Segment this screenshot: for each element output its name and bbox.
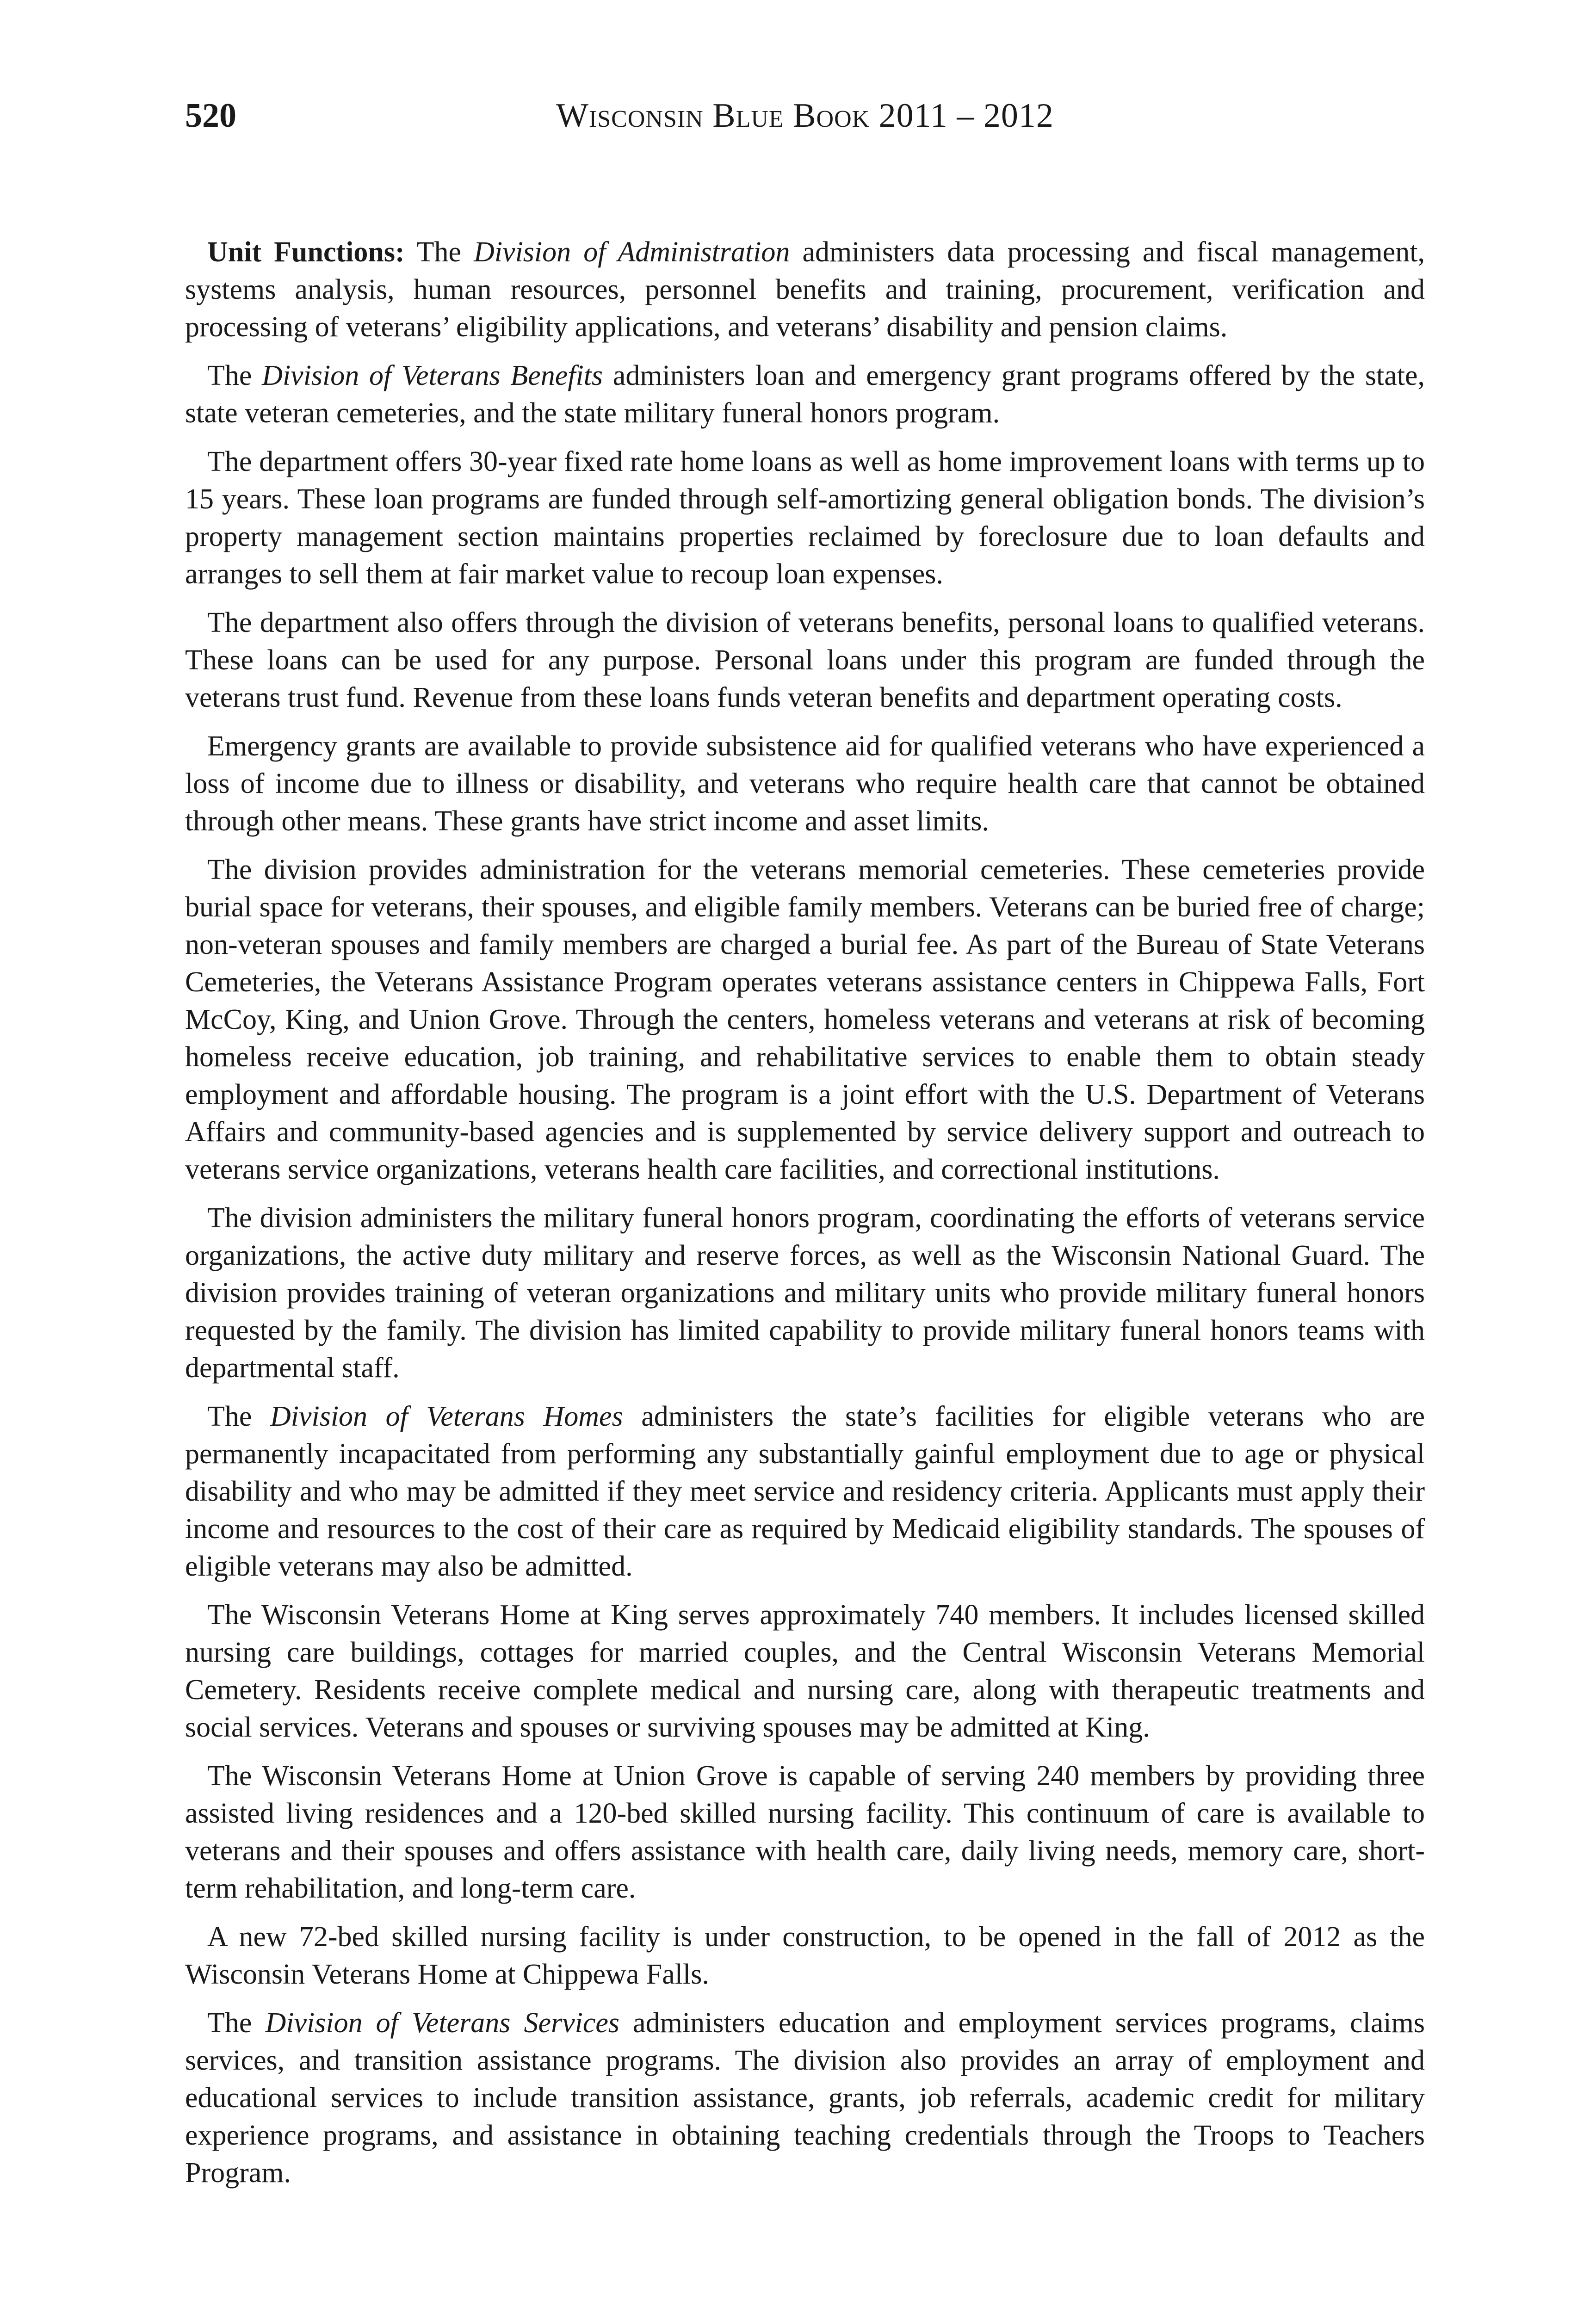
paragraph-emergency-grants: Emergency grants are available to provide subsistence aid for qualified veterans who have experienced a loss of income due to illness or disability, and veterans who require health care that cannot be obtained through other means. These grants have strict income and asset limits.	[185, 730, 1425, 837]
body-text	[185, 234, 1425, 2203]
page-number: 520	[185, 97, 236, 135]
paragraph-home-loans: The department offers 30-year fixed rate home loans as well as home improvement loans with terms up to 15 years. These loan programs are funded through self-amortizing general obligation bonds. The division’s property management section maintains properties reclaimed by foreclosure due to loan defaults and arranges to sell them at fair market value to recoup loan expenses.	[185, 446, 1425, 590]
division-name: Division of Administration	[474, 236, 790, 268]
paragraph-personal-loans: The department also offers through the division of veterans benefits, personal loans to qualified veterans. These loans can be used for any purpose. Personal loans under this program are funded through the veterans trust fund. Revenue from these loans funds veteran benefits and department operating costs.	[185, 607, 1425, 713]
division-name: Division of Veterans Homes	[270, 1401, 623, 1432]
paragraph-veterans-benefits: The Division of Veterans Benefits administers loan and emergency grant programs offered by the state, state veteran cemeteries, and the state military funeral honors program.	[185, 360, 1425, 429]
division-name: Division of Veterans Benefits	[262, 360, 603, 391]
paragraph-funeral-honors: The division administers the military funeral honors program, coordinating the efforts of veterans service organizations, the active duty military and reserve forces, as well as the Wisconsin National Guard. The division provides training of veteran organizations and military units who provide military funeral honors requested by the family. The division has limited capability to provide military funeral honors teams with departmental staff.	[185, 1202, 1425, 1384]
paragraph-unit-functions: Unit Functions: The Division of Administration administers data processing and fiscal management, systems analysis, human resources, personnel benefits and training, procurement, verification and processing of veterans’ eligibility applications, and veterans’ disability and pension claims.	[185, 236, 1425, 343]
running-title: Wisconsin Blue Book 2011 – 2012	[556, 97, 1054, 135]
paragraph-home-union-grove: The Wisconsin Veterans Home at Union Grove is capable of serving 240 members by providing three assisted living residences and a 120-bed skilled nursing facility. This continuum of care is available to veterans and their spouses and offers assistance with health care, daily living needs, memory care, short-term rehabilitation, and long-term care.	[185, 1760, 1425, 1904]
paragraph-home-king: The Wisconsin Veterans Home at King serves approximately 740 members. It includes licensed skilled nursing care buildings, cottages for married couples, and the Central Wisconsin Veterans Memorial Cemetery. Residents receive complete medical and nursing care, along with therapeutic treatments and social services. Veterans and spouses or surviving spouses may be admitted at King.	[185, 1599, 1425, 1743]
paragraph-veterans-services: The Division of Veterans Services administers education and employment services programs, claims services, and transition assistance programs. The division also provides an array of employment and educational services to include transition assistance, grants, job referrals, academic credit for military experience programs, and assistance in obtaining teaching credentials through the Troops to Teachers Program.	[185, 2007, 1425, 2189]
page-header	[185, 88, 1425, 143]
paragraph-home-chippewa-falls: A new 72-bed skilled nursing facility is under construction, to be opened in the fall of 2012 as the Wisconsin Veterans Home at Chippewa Falls.	[185, 1921, 1425, 1990]
division-name: Division of Veterans Services	[265, 2007, 620, 2039]
paragraph-lead-heading: Unit Functions:	[207, 236, 405, 268]
paragraph-veterans-homes: The Division of Veterans Homes administers the state’s facilities for eligible veterans who are permanently incapacitated from performing any substantially gainful employment due to age or physical disability and who may be admitted if they meet service and residency criteria. Applicants must apply their income and resources to the cost of their care as required by Medicaid eligibility standards. The spouses of eligible veterans may also be admitted.	[185, 1401, 1425, 1582]
paragraph-cemeteries: The division provides administration for the veterans memorial cemeteries. These cemeteries provide burial space for veterans, their spouses, and eligible family members. Veterans can be buried free of charge; non-veteran spouses and family members are charged a burial fee. As part of the Bureau of State Veterans Cemeteries, the Veterans Assistance Program operates veterans assistance centers in Chippewa Falls, Fort McCoy, King, and Union Grove. Through the centers, homeless veterans and veterans at risk of becoming homeless receive education, job training, and rehabilitative services to enable them to obtain steady employment and affordable housing. The program is a joint effort with the U.S. Department of Veterans Affairs and community-based agencies and is supplemented by service delivery support and outreach to veterans service organizations, veterans health care facilities, and correctional institutions.	[185, 854, 1425, 1185]
